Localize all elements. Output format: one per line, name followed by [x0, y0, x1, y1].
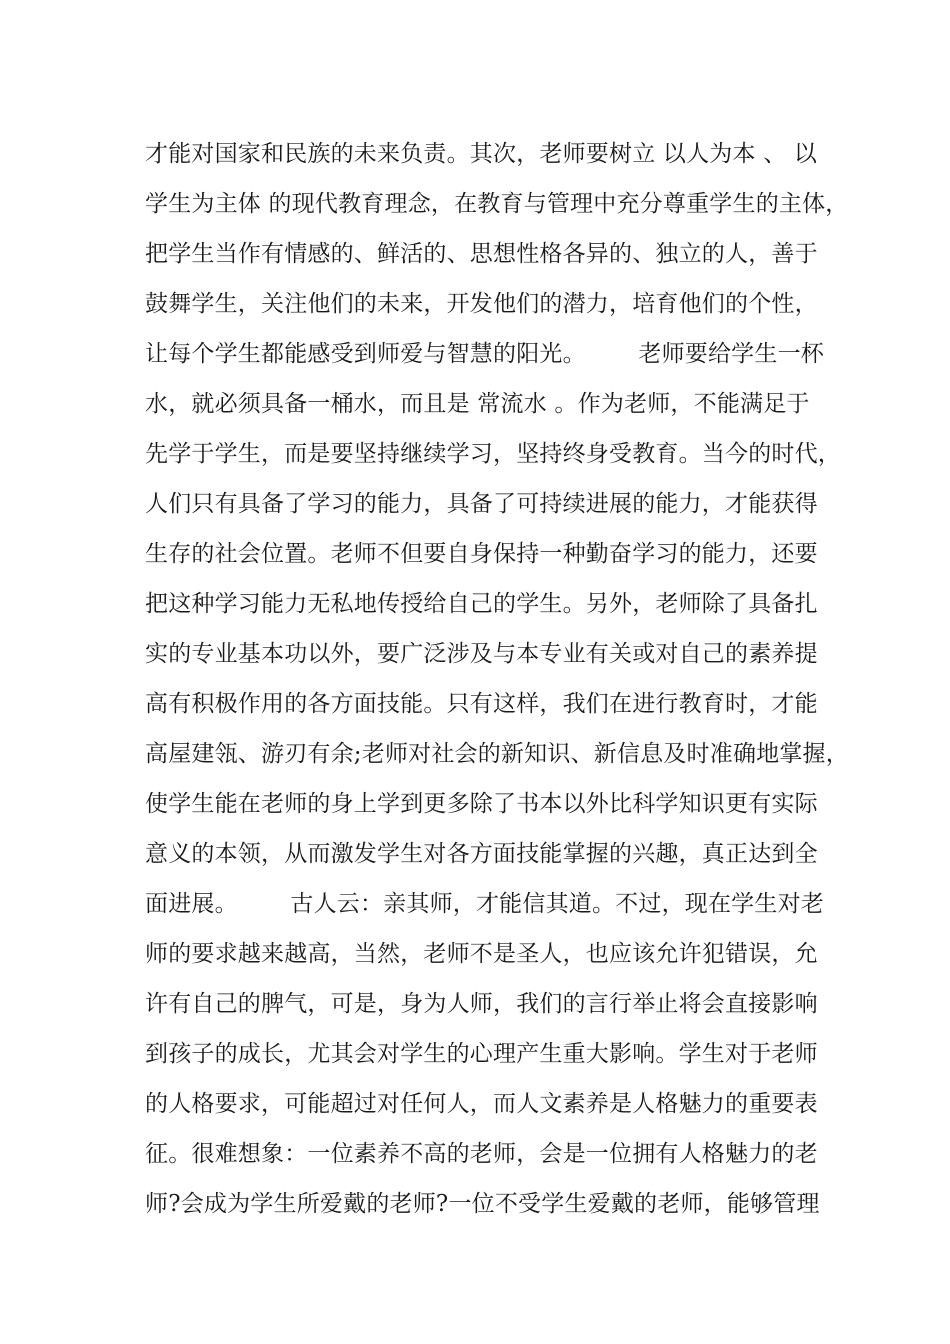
text-line: 到孩子的成长，尤其会对学生的心理产生重大影响。学生对于老师	[145, 1041, 818, 1067]
body-text	[145, 132, 849, 1232]
text-line: 先学于学生，而是要坚持继续学习，坚持终身受教育。当今的时代，	[145, 441, 841, 467]
text-line: 把这种学习能力无私地传授给自己的学生。另外，老师除了具备扎	[145, 591, 818, 617]
text-line: 人们只有具备了学习的能力，具备了可持续进展的能力，才能获得	[145, 491, 818, 517]
text-line: 使学生能在老师的身上学到更多除了书本以外比科学知识更有实际	[145, 791, 818, 817]
text-line: 的人格要求，可能超过对任何人，而人文素养是人格魅力的重要表	[145, 1091, 818, 1117]
text-line: 水，就必须具备一桶水，而且是 常流水 。作为老师，不能满足于	[145, 391, 810, 417]
text-line: 把学生当作有情感的、鲜活的、思想性格各异的、独立的人，善于	[145, 241, 818, 267]
text-line: 让每个学生都能感受到师爱与智慧的阳光。 老师要给学生一杯	[145, 341, 824, 367]
text-line: 高有积极作用的各方面技能。只有这样，我们在进行教育时，才能	[145, 691, 818, 717]
text-line: 鼓舞学生，关注他们的未来，开发他们的潜力，培育他们的个性，	[145, 291, 818, 317]
text-line: 征。很难想象：一位素养不高的老师，会是一位拥有人格魅力的老	[145, 1141, 818, 1167]
text-line: 意义的本领，从而激发学生对各方面技能掌握的兴趣，真正达到全	[145, 841, 818, 867]
text-line: 才能对国家和民族的未来负责。其次，老师要树立 以人为本 、 以	[145, 141, 818, 167]
text-line: 许有自己的脾气，可是，身为人师，我们的言行举止将会直接影响	[145, 991, 818, 1017]
text-line: 师?会成为学生所爱戴的老师?一位不受学生爱戴的老师，能够管理	[145, 1191, 820, 1217]
text-line: 实的专业基本功以外，要广泛涉及与本专业有关或对自己的素养提	[145, 641, 818, 667]
text-line: 师的要求越来越高，当然，老师不是圣人，也应该允许犯错误，允	[145, 941, 818, 967]
text-line: 学生为主体 的现代教育理念，在教育与管理中充分尊重学生的主体，	[145, 191, 849, 217]
text-line: 高屋建瓴、游刃有余;老师对社会的新知识、新信息及时准确地掌握，	[145, 741, 849, 767]
text-line: 面进展。 古人云：亲其师，才能信其道。不过，现在学生对老	[145, 891, 824, 917]
text-line: 生存的社会位置。老师不但要自身保持一种勤奋学习的能力，还要	[145, 541, 818, 567]
